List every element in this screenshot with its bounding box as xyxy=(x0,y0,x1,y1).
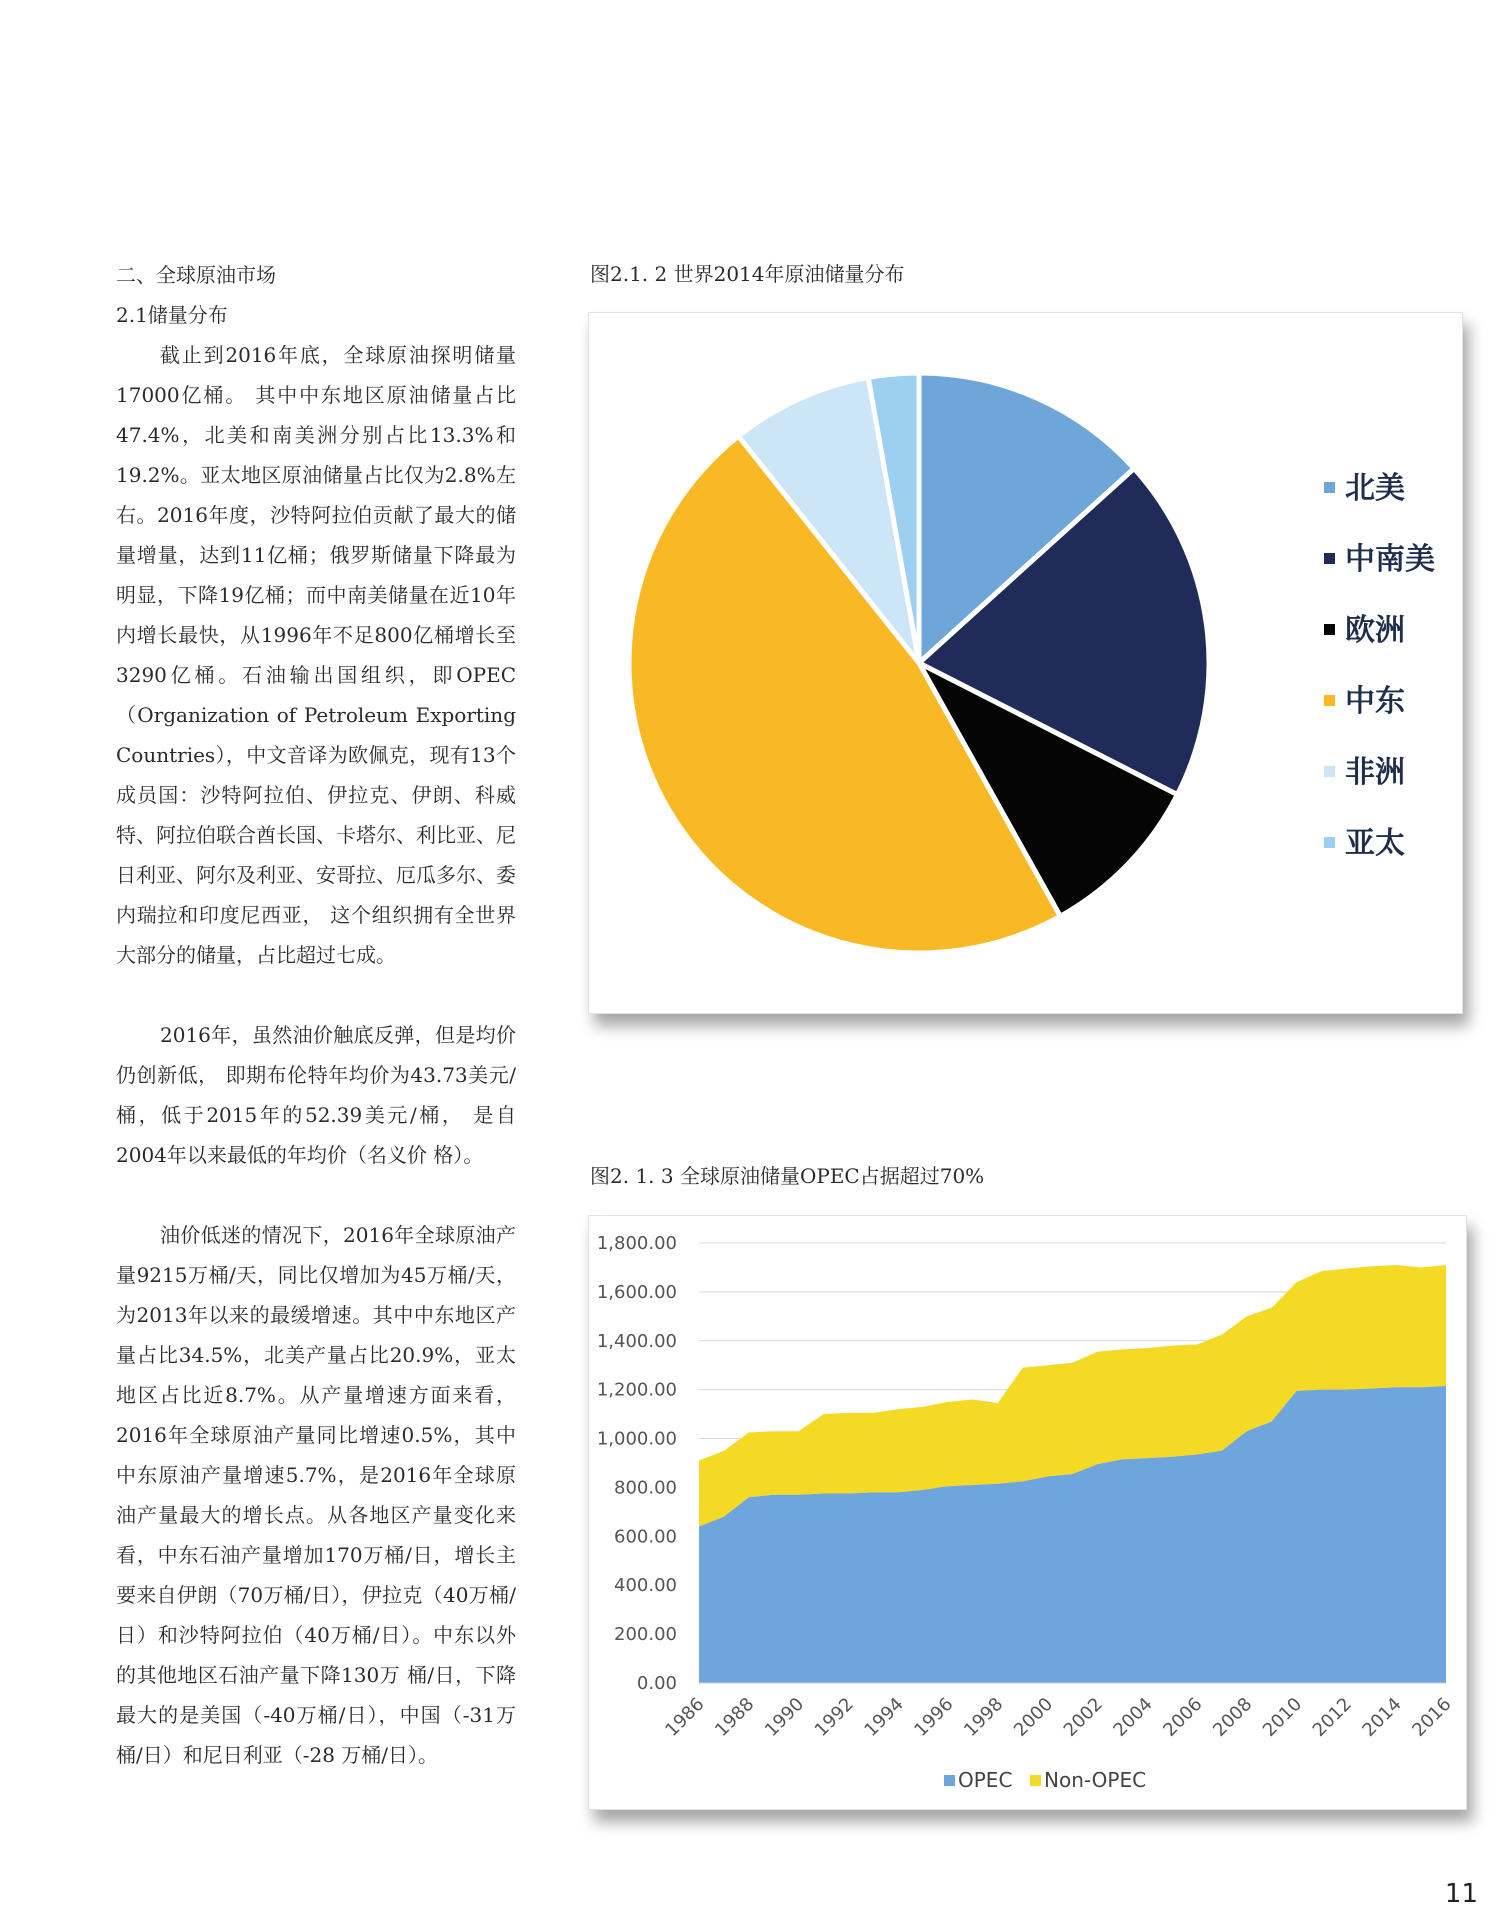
area-x-tick-14: 2014 xyxy=(1358,1693,1406,1741)
pie-legend-label-0: 北美 xyxy=(1345,471,1405,506)
pie-legend-label-1: 中南美 xyxy=(1345,542,1435,577)
paragraph-production: 油价低迷的情况下，2016年全球原油产量9215万桶/天，同比仅增加为45万桶/天，为2013年以来的最缓增速。其中中东地区产量占比34.5%，北美产量占比20.9%，亚太地区占比近8.7%。从产量增速方面来看，2016年全球原油产量同比增速0.5%，其中中东原油产量增速5.7%，是2016年全球原油产量最大的增长点。从各地区产量变化来看，中东石油产量增加170万桶/日，增长主要来自伊朗（70万桶/日），伊拉克（40万桶/日）和沙特阿拉伯（40万桶/日）。中东以外的其他地区石油产量下降130万 桶/日，下降最大的是美国（-40万桶/日），中国（-31万桶/日）和尼日利亚（-28 万桶/日）。 xyxy=(116,1223,516,1767)
area-x-tick-1: 1988 xyxy=(711,1693,759,1741)
area-legend-label-1: Non-OPEC xyxy=(1044,1768,1147,1792)
page-number: 11 xyxy=(1444,1879,1478,1909)
area-y-tick-6: 1,200.00 xyxy=(596,1379,677,1401)
area-y-tick-5: 1,000.00 xyxy=(596,1428,677,1450)
area-legend-swatch-0 xyxy=(944,1775,955,1786)
paragraph-prices: 2016年，虽然油价触底反弹，但是均价仍创新低， 即期布伦特年均价为43.73美元/桶，低于2015年的52.39美元/桶， 是自2004年以来最低的年均价（名义价 格）。 xyxy=(116,1023,516,1167)
pie-legend-swatch-5 xyxy=(1324,837,1335,848)
pie-legend-label-5: 亚太 xyxy=(1345,826,1405,861)
section-subheading: 2.1储量分布 xyxy=(116,303,228,327)
area-x-tick-5: 1996 xyxy=(910,1693,958,1741)
area-y-tick-8: 1,600.00 xyxy=(596,1281,677,1303)
area-x-tick-8: 2002 xyxy=(1059,1693,1107,1741)
area-y-tick-9: 1,800.00 xyxy=(596,1233,677,1254)
area-legend-swatch-1 xyxy=(1030,1775,1041,1786)
area-y-tick-3: 600.00 xyxy=(614,1526,677,1548)
area-x-tick-10: 2006 xyxy=(1159,1693,1207,1741)
area-x-tick-0: 1986 xyxy=(661,1693,709,1741)
section-heading: 二、全球原油市场 xyxy=(116,263,276,287)
paragraph-reserves: 截止到2016年底，全球原油探明储量17000亿桶。 其中中东地区原油储量占比47.4%，北美和南美洲分别占比13.3%和19.2%。亚太地区原油储量占比仅为2.8%左右。2016年度，沙特阿拉伯贡献了最大的储量增量，达到11亿桶；俄罗斯储量下降最为明显，下降19亿桶；而中南美储量在近10年内增长最快，从1996年不足800亿桶增长至3290亿桶。石油输出国组织，即OPEC（Organization of Petroleum Exporting Countries），中文音译为欧佩克，现有13个成员国：沙特阿拉伯、伊拉克、伊朗、科威特、阿拉伯联合酋长国、卡塔尔、利比亚、尼日利亚、阿尔及利亚、安哥拉、厄瓜多尔、委内瑞拉和印度尼西亚， 这个组织拥有全世界大部分的储量，占比超过七成。 xyxy=(116,343,516,967)
area-x-tick-3: 1992 xyxy=(810,1693,858,1741)
area-x-tick-4: 1994 xyxy=(860,1693,908,1741)
text-column xyxy=(116,255,516,1775)
area-y-tick-2: 400.00 xyxy=(614,1575,677,1597)
pie-legend-label-3: 中东 xyxy=(1345,684,1405,719)
pie-chart xyxy=(589,313,1462,1013)
pie-legend-swatch-1 xyxy=(1324,553,1335,564)
area-figure-caption: 图2. 1. 3 全球原油储量OPEC占据超过70% xyxy=(590,1164,985,1188)
area-y-tick-1: 200.00 xyxy=(614,1624,677,1646)
pie-legend-swatch-0 xyxy=(1324,482,1335,493)
pie-figure-caption: 图2.1. 2 世界2014年原油储量分布 xyxy=(590,262,905,286)
pie-legend-label-4: 非洲 xyxy=(1345,755,1405,790)
area-y-tick-0: 0.00 xyxy=(636,1673,677,1694)
pie-chart-box xyxy=(588,312,1463,1014)
area-x-tick-11: 2008 xyxy=(1209,1693,1257,1741)
area-legend-label-0: OPEC xyxy=(958,1768,1013,1792)
area-x-tick-2: 1990 xyxy=(760,1693,809,1741)
area-y-tick-7: 1,400.00 xyxy=(596,1330,677,1352)
area-x-tick-12: 2010 xyxy=(1258,1693,1307,1741)
area-x-tick-15: 2016 xyxy=(1408,1693,1456,1741)
area-y-tick-4: 800.00 xyxy=(614,1477,677,1499)
area-x-tick-7: 2000 xyxy=(1009,1693,1058,1741)
area-chart-box xyxy=(588,1215,1467,1810)
area-x-tick-9: 2004 xyxy=(1109,1693,1157,1741)
pie-legend-label-2: 欧洲 xyxy=(1345,613,1405,648)
area-x-tick-6: 1998 xyxy=(960,1693,1008,1741)
pie-legend-swatch-4 xyxy=(1324,766,1335,777)
pie-legend-swatch-2 xyxy=(1324,624,1335,635)
area-x-tick-13: 2012 xyxy=(1308,1693,1356,1741)
pie-legend-swatch-3 xyxy=(1324,695,1335,706)
area-chart xyxy=(589,1216,1466,1809)
